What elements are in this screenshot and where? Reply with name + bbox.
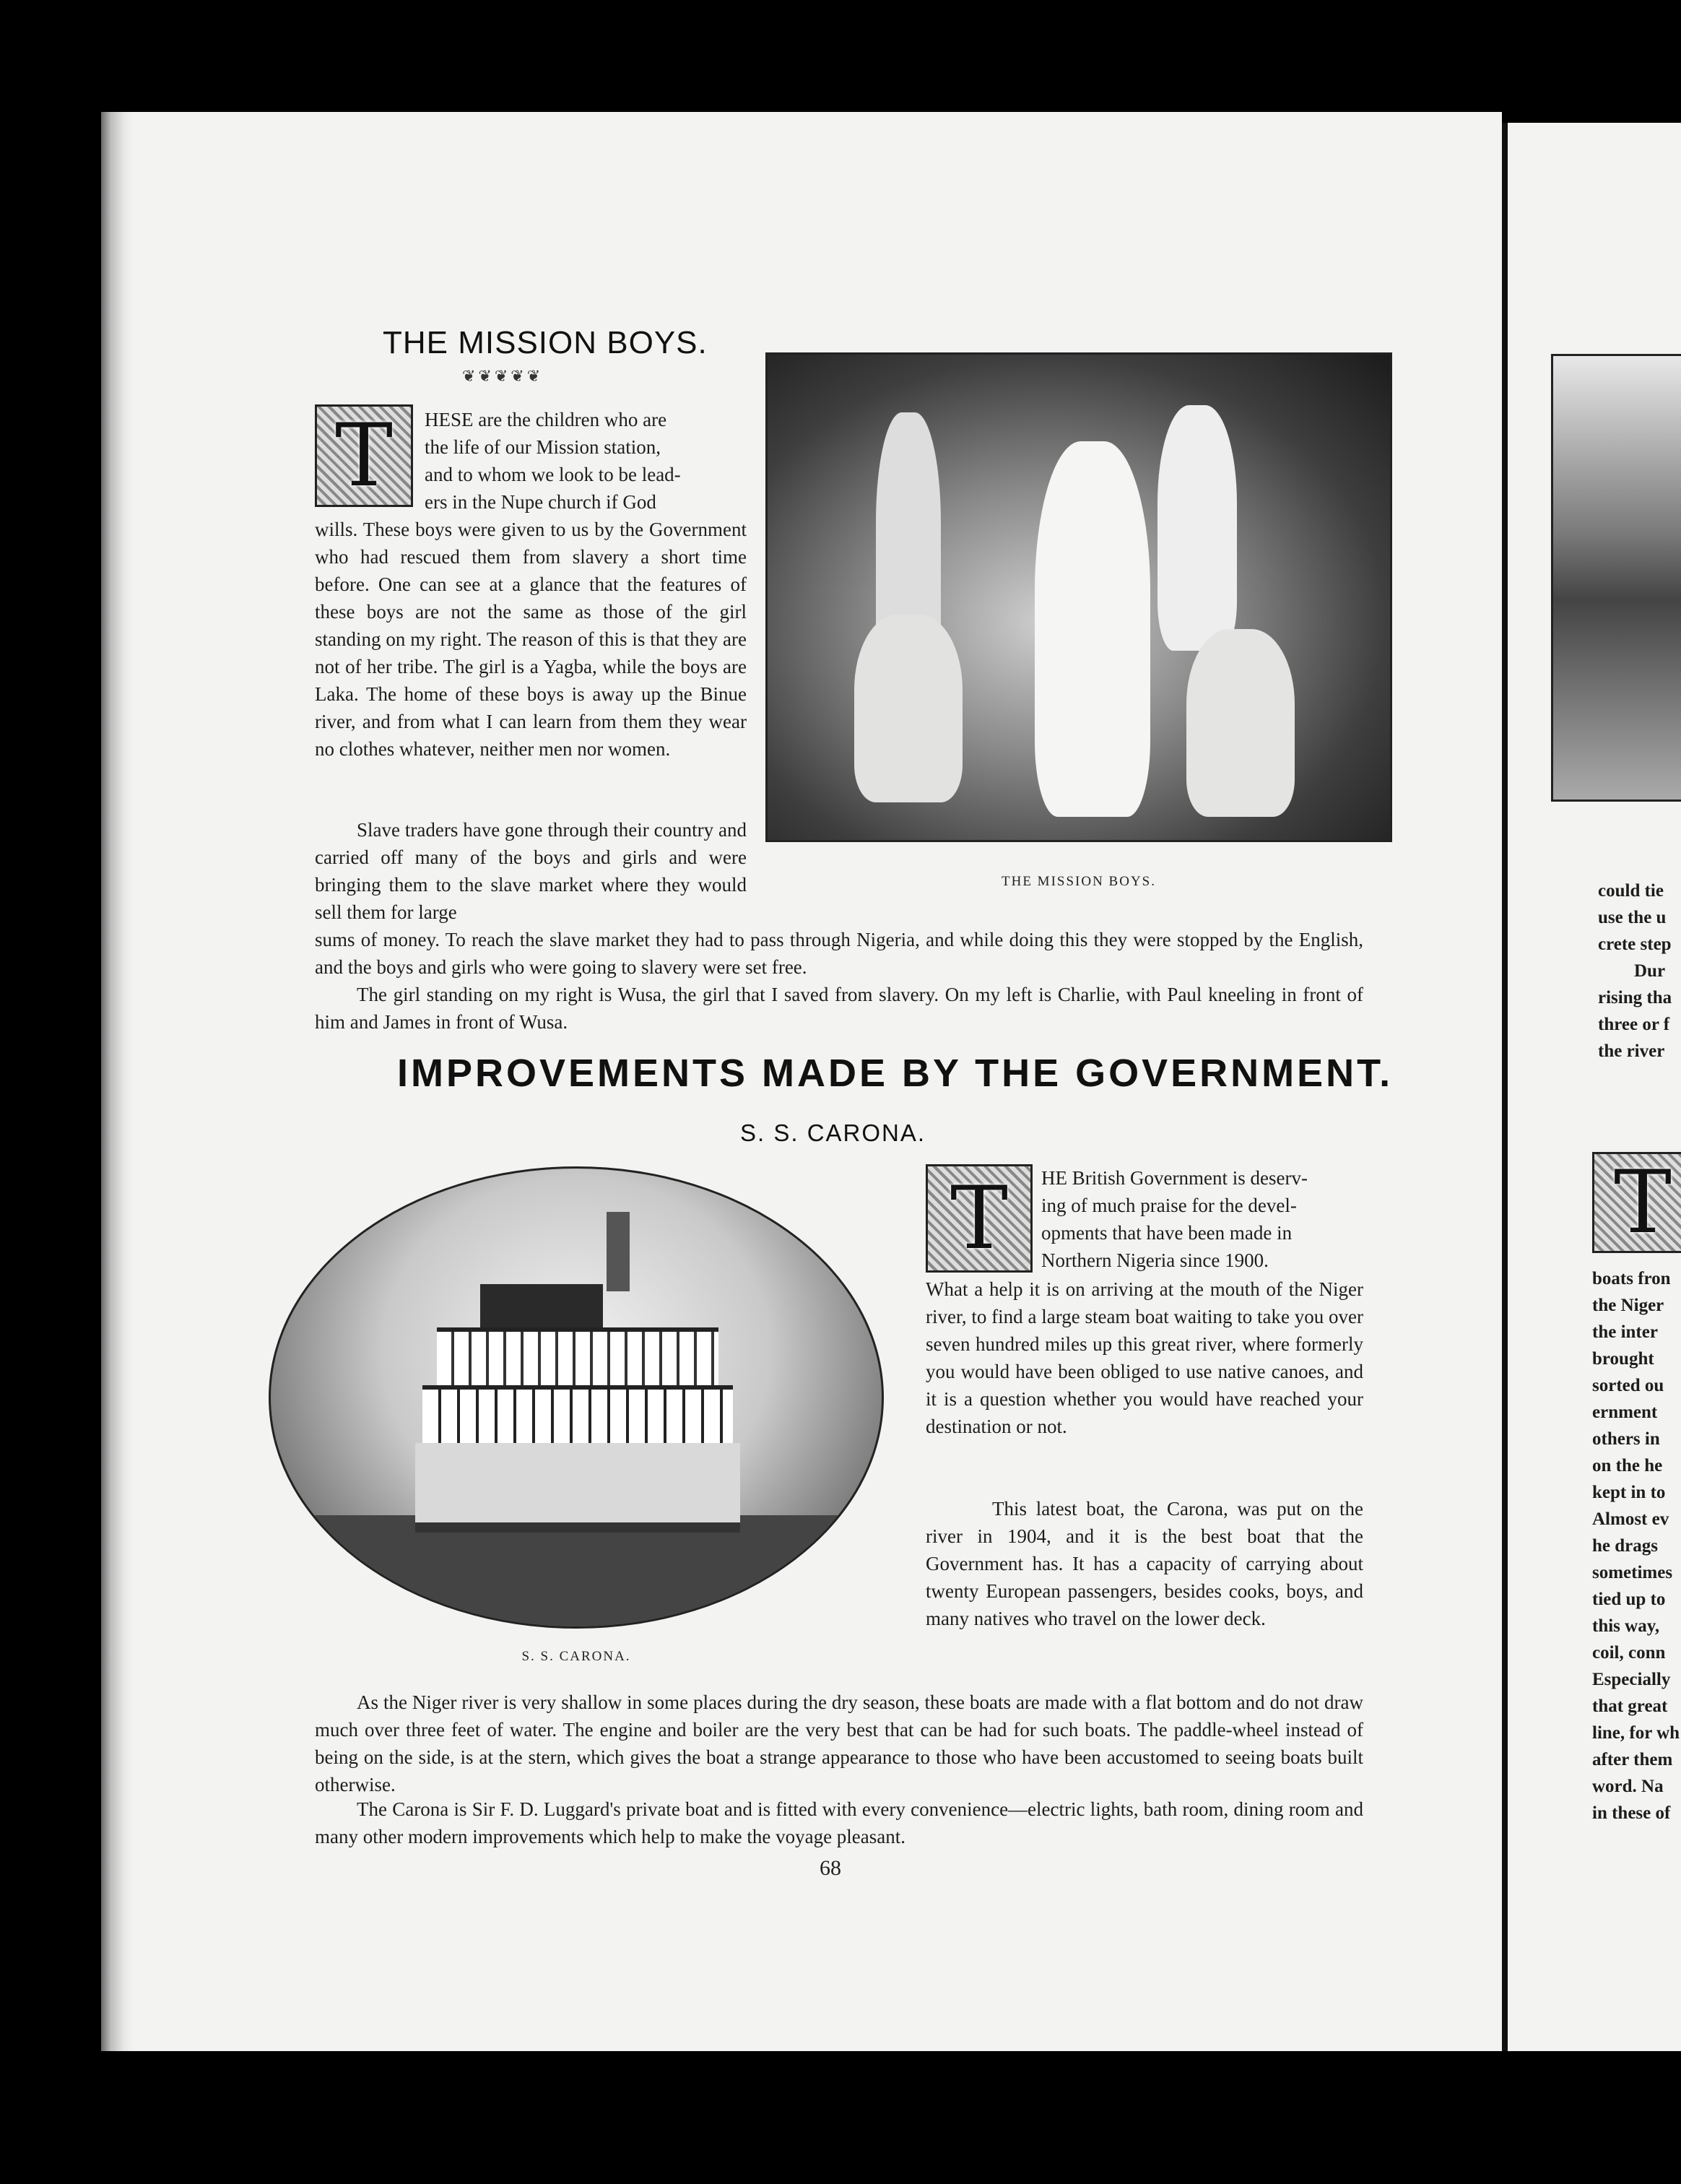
- right-line: others in: [1592, 1429, 1660, 1449]
- para1-line-2: the life of our Mission station,: [425, 436, 661, 458]
- right-line: kept in to: [1592, 1483, 1666, 1502]
- para2-column: Slave traders have gone through their country and carried off many of the boys and girls and were bringing them to the slave market where they would sell them for large: [315, 819, 747, 923]
- right-line: rising tha: [1598, 988, 1672, 1008]
- right-line: the Niger: [1592, 1296, 1664, 1315]
- right-page-drop-cap: T: [1592, 1152, 1681, 1253]
- right-line: brought: [1592, 1349, 1654, 1369]
- right-line: three or f: [1598, 1015, 1670, 1034]
- page-number: 68: [820, 1856, 841, 1880]
- right-line: after them: [1592, 1750, 1673, 1769]
- right-line: ernment: [1592, 1403, 1658, 1422]
- para6: As the Niger river is very shallow in some places during the dry season, these boats are made with a flat bottom and do not draw much over three feet of water. The engine and boiler are the very best that can be had for such boats. The paddle-wheel instead of being on the side, is at the stern, which gives the boat a strange appearance to those who have been accustomed to seeing boats built otherwise.: [315, 1691, 1363, 1795]
- right-line: he drags: [1592, 1536, 1658, 1556]
- mission-boys-photo: [765, 352, 1392, 842]
- right-page-photo: [1551, 354, 1681, 802]
- para7: The Carona is Sir F. D. Luggard's private boat and is fitted with every convenience—electric lights, bath room, dining room and many other modern improvements which help to make the voyage pleasant.: [315, 1798, 1363, 1847]
- right-line: Especially: [1592, 1670, 1671, 1689]
- para4-continued: What a help it is on arriving at the mouth of the Niger river, to find a large steam boat waiting to take you over seven hundred miles up this great river, where formerly you would have been obliged to use native canoes, and it is a question whether you would have reached your destination or not.: [926, 1278, 1363, 1437]
- para4-line-4: Northern Nigeria since 1900.: [1041, 1249, 1269, 1271]
- ss-carona-photo: [269, 1166, 884, 1629]
- right-line: use the u: [1598, 908, 1667, 927]
- right-line: Almost ev: [1592, 1509, 1669, 1529]
- right-line: that great: [1592, 1696, 1668, 1716]
- heading-improvements: IMPROVEMENTS MADE BY THE GOVERNMENT.: [397, 1052, 1394, 1095]
- para1-line-3: and to whom we look to be lead-: [425, 464, 681, 485]
- right-line: the river: [1598, 1041, 1665, 1061]
- para2-full-width: sums of money. To reach the slave market they had to pass through Nigeria, and while doing this they were stopped by the English, and the boys and girls who were going to slavery were set free.: [315, 929, 1363, 978]
- right-line: line, for wh: [1592, 1723, 1680, 1743]
- para4-line-1: HE British Government is deserv-: [1041, 1167, 1308, 1189]
- mission-boys-caption: THE MISSION BOYS.: [1002, 874, 1156, 889]
- right-line: tied up to: [1592, 1590, 1666, 1609]
- para4-line-2: ing of much praise for the devel-: [1041, 1195, 1297, 1216]
- para1-line-4: ers in the Nupe church if God: [425, 491, 656, 513]
- para3: The girl standing on my right is Wusa, the girl that I saved from slavery. On my left is Charlie, with Paul kneeling in front of him and James in front of Wusa.: [315, 984, 1363, 1033]
- para4-wrap-lines: [1041, 1164, 1363, 1274]
- right-line: this way,: [1592, 1616, 1660, 1636]
- right-line: on the he: [1592, 1456, 1663, 1476]
- para1-line-1: HESE are the children who are: [425, 409, 667, 430]
- right-line: crete step: [1598, 935, 1672, 954]
- drop-cap-initial-2: T: [926, 1164, 1033, 1273]
- right-line: word. Na: [1592, 1777, 1664, 1796]
- right-page-text-bottom: [1592, 1265, 1680, 1826]
- right-line: Dur: [1634, 961, 1666, 981]
- right-line: coil, conn: [1592, 1643, 1666, 1663]
- ornament-divider: ❦❦❦❦❦: [462, 367, 544, 385]
- page-binding-edge: [101, 112, 133, 2051]
- right-line: the inter: [1592, 1322, 1658, 1342]
- drop-cap-initial-1: T: [315, 404, 413, 507]
- right-line: in these of: [1592, 1803, 1671, 1823]
- right-line: sometimes: [1592, 1563, 1673, 1582]
- para5: This latest boat, the Carona, was put on the river in 1904, and it is the best boat that the Government has. It has a capacity of carrying about twenty European passengers, besides cooks, boys, and many natives who travel on the lower deck.: [926, 1498, 1363, 1629]
- subheading-ss-carona: S. S. CARONA.: [740, 1119, 926, 1146]
- right-line: sorted ou: [1592, 1376, 1664, 1395]
- para4-line-3: opments that have been made in: [1041, 1222, 1293, 1244]
- right-line: could tie: [1598, 881, 1664, 901]
- right-line: boats fron: [1592, 1269, 1671, 1288]
- para1-wrap-lines: [425, 406, 747, 516]
- right-page-text-top: [1598, 878, 1672, 1065]
- section-title-mission-boys: THE MISSION BOYS.: [383, 325, 708, 360]
- ss-carona-caption: S. S. CARONA.: [521, 1649, 631, 1664]
- para1-continued: wills. These boys were given to us by the Government who had rescued them from slavery a short time before. One can see at a glance that the features of these boys are not the same as those of the girl standing on my right. The reason of this is that they are not of her tribe. The girl is a Yagba, while the boys are Laka. The home of these boys is away up the Binue river, and from what I can learn from them they wear no clothes whatever, neither men nor women.: [315, 519, 747, 760]
